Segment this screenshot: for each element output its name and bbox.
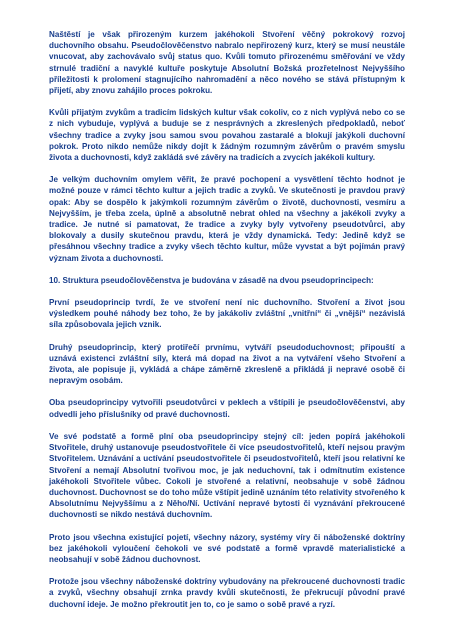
paragraph-6: Oba pseudoprincipy vytvořili pseudotvůrci v peklech a vštípili je pseudočlověčenstvi, aby odvedli jeho příslušníky od pravé duchovnosti.: [49, 398, 405, 419]
paragraph-9: Protože jsou všechny náboženské doktríny vybudovány na překroucené duchovnosti tradic a zvyků, všechny obsahují zrnka pravdy kvůli skutečnosti, že překrucují původní pravé duchovní ideje. Je možno překroutit jen to, co je samo o sobě pravé a ryzí.: [49, 577, 405, 609]
paragraph-8: Proto jsou všechna existující pojetí, všechny názory, systémy víry či náboženské doktríny bez jakéhokoli vyloučení čehokoli ve své podstatě a formě vpravdě materialistické a neobsahují v sobě žádnou duchovnost.: [49, 532, 405, 564]
section-heading: 10. Struktura pseudočlověčenstva je budována v zásadě na dvou pseudoprincipech:: [49, 275, 374, 285]
paragraph-3: Je velkým duchovním omylem věřit, že pravé pochopení a vysvětlení těchto hodnot je možné pouze v rámci těchto kultur a jejich tradic a zvyků. Ve skutečnosti je pravdou pravý opak: Aby se dospělo k jakýmkoli rozumným závěrům o životě, duchovnosti, vesmíru a Nejvyšším, je třeba zcela, úplně a absolutně nebrat ohled na všechny a jakékoli zvyky a tradice. Je nutné si pamatovat, že tradice a zvyky byly vytvořeny pseudotvůrci, aby blokovaly a dusily skutečnou pravdu, která je vždy dynamická. Tedy: Jedině když se přesáhnou všechny tradice a zvyky všech těchto kultur, může vyvstat a být pojímán pravý význam života a duchovnosti.: [49, 175, 405, 263]
document-page: [49, 29, 405, 621]
paragraph-7: Ve své podstatě a formě plní oba pseudoprincipy stejný cíl: jeden popírá jakéhokoli Stvořitele, druhý ustanovuje pseudostvořitele či více pseudostvořitelů, kteří nejsou pravým Stvořitelem. Uznávání a uctívání pseudostvořitele či pseudostvořitelů, kteří jsou relativní ke Stvoření a nemají Absolutní tvořivou moc, je jak neduchovní, tak i odmítnutím existence jakéhokoli Stvořitele vůbec. Cokoli je stvořené a relativní, neobsahuje v sobě žádnou duchovnost. Duchovnost se do toho může vštípit jedině uznáním této relativity stvořeného k Absolutnímu Nejvyššímu a z Něho/Ní. Uctívání nepravé bytosti či vyznávání překroucené duchovnosti se nikdo nestává duchovním.: [49, 431, 405, 520]
paragraph-5: Druhý pseudoprincip, který protiřečí prvnímu, vytváří pseudoduchovnost; připouští a uznává existenci zvláštní síly, která má dopad na život a na vytváření všeho Stvoření a života, ale popisuje ji, vykládá a chápe záměrně zkresleně a přikládá ji nepravé osobě či nepravým osobám.: [49, 342, 405, 386]
paragraph-4: První pseudoprincip tvrdí, že ve stvoření není nic duchovního. Stvoření a život jsou výsledkem pouhé náhody bez toho, že by jakákoliv zvláštní „vnitřní“ či „vnější“ nezávislá síla způsobovala jejich vznik.: [49, 298, 405, 330]
paragraph-1: Naštěstí je však přirozeným kurzem jakéhokoli Stvoření věčný pokrokový rozvoj duchovního obsahu. Pseudočlověčenstvo nabralo nepřirozený kurz, který se musí neustále vnucovat, aby zachovávalo svůj status quo. Kvůli tomuto přirozenému směřování ve vždy strnulé tradiční a navyklé kultuře poskytuje Absolutní Božská prozřetelnost Nejvyššího příležitosti k prolomení stagnujícího nahromadění a něco nového se stává přístupným k přijetí, aby znovu zahájilo proces pokroku.: [49, 30, 405, 96]
paragraph-2: Kvůli přijatým zvykům a tradicím lidských kultur však cokoliv, co z nich vyplývá nebo co se z nich vybuduje, vyplývá a buduje se z nesprávných a zkreslených předpokladů, neboť všechny tradice a zvyky jsou samou svou povahou zastaralé a blokují jakýkoli duchovní pokrok. Proto nikdo nemůže nikdy dojít k žádným rozumným závěrům o pravém smyslu života a duchovnosti, když zakládá své závěry na tradicích a zvycích jakékoli kultury.: [49, 108, 405, 163]
